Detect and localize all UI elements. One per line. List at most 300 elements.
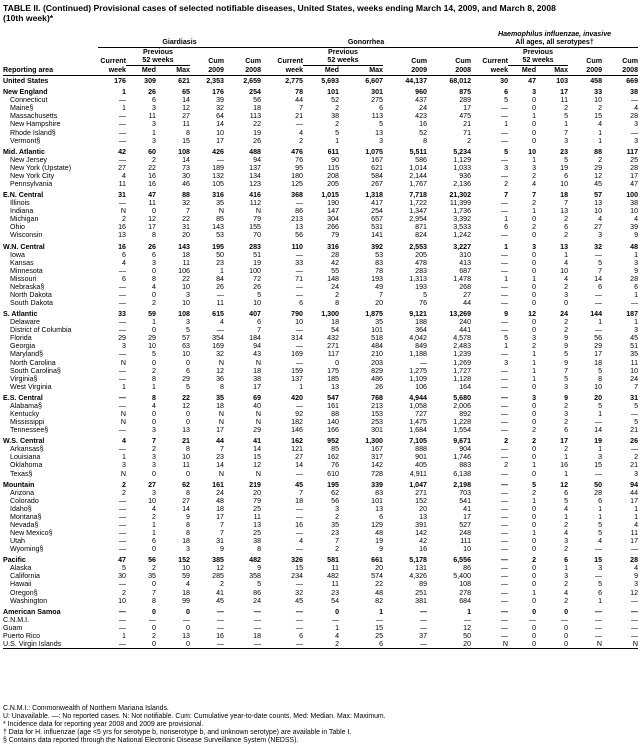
value-cell: 13 xyxy=(253,520,262,529)
value-cell: 15 xyxy=(594,112,603,121)
value-cell: 3 xyxy=(152,461,156,470)
value-cell: 94 xyxy=(630,480,639,489)
table-row xyxy=(3,445,638,453)
table-row xyxy=(3,239,638,250)
value-cell: 1,313 xyxy=(409,274,428,283)
value-cell: 22 xyxy=(375,580,384,589)
value-cell: — xyxy=(118,120,126,129)
value-cell: 21 xyxy=(182,437,190,446)
value-cell: 0 xyxy=(532,623,537,632)
value-cell: 142 xyxy=(371,461,384,470)
value-cell: — xyxy=(118,504,126,513)
value-cell: — xyxy=(500,596,509,605)
value-cell: — xyxy=(500,207,509,216)
value-cell: 3 xyxy=(634,258,639,267)
value-cell: 14 xyxy=(594,274,603,283)
value-cell: 4 xyxy=(598,537,603,546)
value-cell: 18 xyxy=(182,588,190,597)
value-cell: 3 xyxy=(634,469,639,478)
value-cell: 142 xyxy=(415,529,428,538)
reporting-area-cell: North Carolina xyxy=(10,358,56,367)
value-cell: 437 xyxy=(415,96,428,105)
reporting-area-cell: Oregon§ xyxy=(10,588,38,597)
value-cell: 6 xyxy=(504,88,509,97)
value-cell: 45 xyxy=(295,480,304,489)
value-cell: 21 xyxy=(630,426,639,435)
value-cell: — xyxy=(594,418,603,427)
value-cell: 32 xyxy=(216,104,224,113)
value-cell: — xyxy=(500,545,509,554)
value-cell: 17 xyxy=(630,537,639,546)
value-cell: 9 xyxy=(257,564,262,573)
value-cell: 14 xyxy=(182,504,190,513)
value-cell: 0 xyxy=(532,250,537,259)
value-cell: 2 xyxy=(598,155,603,164)
value-cell: 10 xyxy=(594,96,603,105)
value-cell: 5 xyxy=(504,147,509,156)
value-cell: 0 xyxy=(152,580,156,589)
value-cell: 728 xyxy=(371,469,384,478)
value-cell: N xyxy=(218,418,224,427)
value-cell: — xyxy=(500,418,509,427)
table-row xyxy=(3,632,638,640)
value-cell: 7 xyxy=(257,326,262,335)
value-cell: 21,302 xyxy=(449,191,472,200)
value-cell: 3 xyxy=(152,104,156,113)
table-row xyxy=(3,589,638,597)
reporting-area-cell: Missouri xyxy=(10,274,37,283)
value-cell: — xyxy=(630,623,639,632)
value-cell: 2 xyxy=(122,215,126,224)
value-cell: 21 xyxy=(630,461,639,470)
value-cell: 72 xyxy=(253,274,262,283)
value-cell: 285 xyxy=(212,572,224,581)
value-cell: 8 xyxy=(186,445,190,454)
value-cell: — xyxy=(118,537,126,546)
previous-label: Previous xyxy=(523,47,554,56)
value-cell: 3 xyxy=(186,290,190,299)
value-cell: 8 xyxy=(152,596,156,605)
value-cell: 0 xyxy=(532,136,537,145)
previous-label: Previous xyxy=(328,47,358,56)
value-cell: 2 xyxy=(564,401,569,410)
value-cell: 317 xyxy=(371,453,384,462)
value-cell: 824 xyxy=(415,231,428,240)
value-cell: 9 xyxy=(634,572,639,581)
value-cell: 16 xyxy=(560,461,569,470)
table-row xyxy=(3,104,638,112)
value-cell: 1 xyxy=(220,266,224,275)
value-cell: 11 xyxy=(182,258,190,267)
table-row xyxy=(3,489,638,497)
value-cell: 108 xyxy=(178,310,190,319)
value-cell: 88 xyxy=(331,409,340,418)
value-cell: 4 xyxy=(122,171,126,180)
value-cell: — xyxy=(500,290,509,299)
value-cell: 146 xyxy=(291,426,304,435)
value-cell: 31 xyxy=(216,537,224,546)
value-cell: 62 xyxy=(331,488,340,497)
value-cell: 0 xyxy=(564,623,569,632)
value-cell: 1,015 xyxy=(321,191,340,200)
value-cell: — xyxy=(118,136,126,145)
value-cell: — xyxy=(500,350,509,359)
value-cell: 3 xyxy=(152,120,156,129)
value-cell: 86 xyxy=(253,588,262,597)
value-cell: 54 xyxy=(331,596,340,605)
value-cell: 26 xyxy=(253,136,262,145)
value-cell: 2 xyxy=(152,299,156,307)
value-cell: 2,954 xyxy=(409,215,428,224)
value-cell: 195 xyxy=(212,242,224,251)
value-cell: 1 xyxy=(532,274,537,283)
value-cell: — xyxy=(500,366,509,375)
value-cell: — xyxy=(118,299,126,307)
table-title-line1: TABLE II. (Continued) Provisional cases of selected notifiable diseases, United States, weeks ending March 14, 2009, and March 8, 2008 xyxy=(3,3,556,13)
value-cell: 5 xyxy=(379,120,384,129)
value-cell: 13 xyxy=(419,512,428,521)
value-cell: 31 xyxy=(182,223,190,232)
value-cell: — xyxy=(419,607,428,616)
value-cell: — xyxy=(295,504,304,513)
table-row xyxy=(3,180,638,188)
value-cell: 3 xyxy=(634,120,639,129)
value-cell: N xyxy=(255,418,262,427)
value-cell: — xyxy=(295,607,304,616)
table-row xyxy=(3,402,638,410)
value-cell: 184 xyxy=(249,334,262,343)
value-cell: 27 xyxy=(182,112,190,121)
value-cell: 52 xyxy=(331,96,340,105)
value-cell: 15 xyxy=(182,136,190,145)
value-cell: 14 xyxy=(182,96,190,105)
value-cell: 193 xyxy=(371,274,384,283)
value-cell: 2 xyxy=(467,136,472,145)
value-cell: 28 xyxy=(331,250,340,259)
value-cell: 586 xyxy=(415,155,428,164)
value-cell: 3 xyxy=(634,580,639,589)
value-cell: 0 xyxy=(152,266,156,275)
value-cell: 180 xyxy=(291,171,304,180)
value-cell: 32 xyxy=(594,242,603,251)
value-cell: — xyxy=(500,136,509,145)
value-cell: 1 xyxy=(152,529,156,538)
value-cell: 47 xyxy=(630,179,639,188)
value-cell: 185 xyxy=(327,374,340,383)
value-cell: 5 xyxy=(564,350,569,359)
value-cell: 7 xyxy=(220,529,224,538)
value-cell: 94 xyxy=(253,155,262,164)
value-cell: 2,006 xyxy=(453,401,472,410)
value-cell: 385 xyxy=(212,556,224,565)
value-cell: 31 xyxy=(630,393,639,402)
value-cell: 0 xyxy=(532,607,537,616)
value-cell: 1,269 xyxy=(453,358,472,367)
footnote-cnmi: C.N.M.I.: Commonwealth of Northern Mariana Islands. xyxy=(3,705,169,712)
value-cell: 35 xyxy=(216,393,224,402)
value-cell: 89 xyxy=(419,580,428,589)
reporting-area-cell: Oklahoma xyxy=(10,461,43,470)
value-cell: 8 xyxy=(335,299,340,307)
med-label: Med xyxy=(303,65,339,75)
value-cell: 3 xyxy=(504,358,509,367)
value-cell: 2 xyxy=(299,136,304,145)
value-cell: 27 xyxy=(118,163,126,172)
value-cell: 22 xyxy=(253,120,262,129)
value-cell: N xyxy=(255,409,262,418)
value-cell: 1,128 xyxy=(453,374,472,383)
value-cell: N xyxy=(218,207,224,216)
value-cell: 17 xyxy=(253,382,262,391)
value-cell: 703 xyxy=(459,488,472,497)
value-cell: — xyxy=(500,282,509,291)
value-cell: 9 xyxy=(564,358,569,367)
value-cell: 213 xyxy=(371,401,384,410)
value-cell: — xyxy=(630,545,639,554)
value-cell: 541 xyxy=(459,496,472,505)
reporting-area-cell: Tennessee§ xyxy=(10,426,49,435)
table-row xyxy=(3,383,638,391)
value-cell: 43 xyxy=(253,350,262,359)
value-cell: 9,671 xyxy=(453,437,472,446)
value-cell: — xyxy=(295,512,304,521)
value-cell: 1 xyxy=(504,274,509,283)
reporting-area-cell: New Jersey xyxy=(10,155,48,164)
value-cell: 134 xyxy=(249,171,262,180)
value-cell: 17 xyxy=(560,437,569,446)
reporting-area-cell: New York City xyxy=(10,171,55,180)
value-cell: 90 xyxy=(331,155,340,164)
value-cell: 9 xyxy=(564,342,569,351)
value-cell: 4 xyxy=(299,537,304,546)
value-cell: 48 xyxy=(375,588,384,597)
value-cell: 25 xyxy=(253,529,262,538)
value-cell: 1 xyxy=(152,128,156,137)
value-cell: — xyxy=(500,171,509,180)
value-cell: 2 xyxy=(564,596,569,605)
value-cell: 17 xyxy=(594,350,603,359)
value-cell: 52 xyxy=(419,128,428,137)
value-cell: 38 xyxy=(630,199,639,208)
value-cell: — xyxy=(560,615,569,624)
value-cell: — xyxy=(216,155,224,164)
value-cell: 5 xyxy=(122,564,126,573)
value-cell: 2 xyxy=(564,318,569,327)
value-cell: 2 xyxy=(564,215,569,224)
reporting-area-cell: Louisiana xyxy=(10,453,41,462)
value-cell: 326 xyxy=(291,556,304,565)
table-row xyxy=(3,199,638,207)
value-cell: 193 xyxy=(415,282,428,291)
value-cell: 27 xyxy=(182,496,190,505)
value-cell: 0 xyxy=(186,358,190,367)
value-cell: 108 xyxy=(178,147,190,156)
value-cell: 42 xyxy=(118,147,126,156)
value-cell: 23 xyxy=(216,453,224,462)
value-cell: 8 xyxy=(257,545,262,554)
value-cell: — xyxy=(253,607,262,616)
value-cell: 1 xyxy=(532,374,537,383)
value-cell: 3 xyxy=(564,537,569,546)
value-cell: 137 xyxy=(249,163,262,172)
value-cell: 0 xyxy=(532,453,537,462)
value-cell: 12 xyxy=(253,461,262,470)
value-cell: 10 xyxy=(148,342,156,351)
value-cell: 141 xyxy=(371,231,384,240)
value-cell: 266 xyxy=(327,223,340,232)
table-body xyxy=(3,76,638,649)
value-cell: 482 xyxy=(327,572,340,581)
value-cell: 5 xyxy=(634,418,639,427)
value-cell: 1,275 xyxy=(409,366,428,375)
cum-label: Cum xyxy=(208,56,224,65)
table-row xyxy=(3,299,638,307)
value-cell: 8 xyxy=(152,231,156,240)
value-cell: N xyxy=(602,640,638,649)
table-title xyxy=(3,3,638,23)
value-cell: — xyxy=(500,537,509,546)
value-cell: 27 xyxy=(148,480,156,489)
value-cell: 56 xyxy=(331,496,340,505)
value-cell: 7,105 xyxy=(409,437,428,446)
value-cell: 0 xyxy=(508,640,536,649)
value-cell: 49 xyxy=(375,282,384,291)
value-cell: 59 xyxy=(182,572,190,581)
value-cell: 76 xyxy=(295,155,304,164)
table-row xyxy=(3,231,638,239)
value-cell: — xyxy=(594,615,603,624)
value-cell: — xyxy=(419,358,428,367)
value-cell: 684 xyxy=(459,596,472,605)
max-label: Max xyxy=(339,65,383,75)
value-cell: 63 xyxy=(182,342,190,351)
value-cell: 159 xyxy=(291,366,304,375)
value-cell: 152 xyxy=(178,556,190,565)
value-cell: N xyxy=(255,207,262,216)
value-cell: 1 xyxy=(564,120,569,129)
value-cell: 143 xyxy=(178,242,190,251)
value-cell: 24 xyxy=(253,596,262,605)
value-cell: N xyxy=(120,358,126,367)
value-cell: 148 xyxy=(327,274,340,283)
value-cell: N xyxy=(568,640,602,649)
value-cell: 1 xyxy=(335,623,340,632)
value-cell: — xyxy=(331,615,340,624)
value-cell: 5,234 xyxy=(453,147,472,156)
value-cell: 79 xyxy=(253,496,262,505)
value-cell: 423 xyxy=(415,112,428,121)
value-cell: 1 xyxy=(598,136,603,145)
reporting-area-cell: Alabama§ xyxy=(10,401,42,410)
table-row xyxy=(3,564,638,572)
value-cell: 1 xyxy=(379,607,384,616)
value-cell: 79 xyxy=(253,215,262,224)
table-row xyxy=(3,553,638,564)
value-cell: 10 xyxy=(528,147,537,156)
value-cell: 482 xyxy=(249,556,262,565)
value-cell: 35 xyxy=(375,318,384,327)
reporting-area-cell: Mid. Atlantic xyxy=(3,147,45,156)
value-cell: — xyxy=(500,512,509,521)
cum-label: Cum xyxy=(455,56,472,65)
value-cell: — xyxy=(594,572,603,581)
value-cell: 6 xyxy=(564,223,569,232)
value-cell: 0 xyxy=(532,545,537,554)
value-cell: 0 xyxy=(152,623,156,632)
value-cell: — xyxy=(295,290,304,299)
value-cell: 33 xyxy=(594,88,603,97)
table-row xyxy=(3,318,638,326)
reporting-area-cell: Utah xyxy=(10,537,25,546)
value-cell: 10 xyxy=(118,596,126,605)
value-cell: 16 xyxy=(419,545,428,554)
value-cell: 5 xyxy=(504,96,509,105)
value-cell: 3 xyxy=(532,88,537,97)
value-cell: 9 xyxy=(379,545,384,554)
value-cell: — xyxy=(295,282,304,291)
value-cell: 17 xyxy=(560,88,569,97)
value-cell: 62 xyxy=(182,480,190,489)
value-cell: 14 xyxy=(253,445,262,454)
value-cell: 0 xyxy=(532,104,537,113)
value-cell: 20 xyxy=(427,640,471,649)
value-cell: 2 xyxy=(152,155,156,164)
value-cell: 1 xyxy=(532,112,537,121)
reporting-area-cell: Michigan xyxy=(10,215,39,224)
value-cell: 1,047 xyxy=(409,480,428,489)
value-cell: 53 xyxy=(375,250,384,259)
value-cell: 1 xyxy=(598,445,603,454)
value-cell: 849 xyxy=(415,342,428,351)
value-cell: 883 xyxy=(459,461,472,470)
value-cell: — xyxy=(295,358,304,367)
value-cell: — xyxy=(500,480,509,489)
value-cell: — xyxy=(500,580,509,589)
table-row xyxy=(3,307,638,318)
value-cell: — xyxy=(118,445,126,454)
value-cell: — xyxy=(500,393,509,402)
value-cell: — xyxy=(500,374,509,383)
reporting-area-cell: New York (Upstate) xyxy=(10,163,72,172)
value-cell: 15 xyxy=(594,556,603,565)
value-cell: 4 xyxy=(634,215,639,224)
reporting-area-cell: Maryland§ xyxy=(10,350,44,359)
value-cell: 354 xyxy=(212,334,224,343)
value-cell: 19 xyxy=(253,258,262,267)
value-cell: — xyxy=(500,556,509,565)
value-cell: 358 xyxy=(249,572,262,581)
value-cell: 901 xyxy=(415,453,428,462)
value-cell: — xyxy=(216,290,224,299)
value-cell: — xyxy=(118,350,126,359)
value-cell: N xyxy=(218,409,224,418)
value-cell: 15 xyxy=(375,623,384,632)
value-cell: 10 xyxy=(182,564,190,573)
value-cell: 248 xyxy=(459,529,472,538)
value-cell: 6 xyxy=(598,282,603,291)
value-cell: 3 xyxy=(186,318,190,327)
value-cell: 2,144 xyxy=(409,171,428,180)
value-cell: — xyxy=(500,520,509,529)
value-cell: 1 xyxy=(504,120,509,129)
value-cell: 0 xyxy=(186,418,190,427)
value-cell: 41 xyxy=(216,588,224,597)
value-cell: 31 xyxy=(118,191,126,200)
value-cell: 475 xyxy=(459,112,472,121)
value-cell: 0 xyxy=(335,607,340,616)
value-cell: 0 xyxy=(532,215,537,224)
value-cell: 12 xyxy=(560,480,569,489)
